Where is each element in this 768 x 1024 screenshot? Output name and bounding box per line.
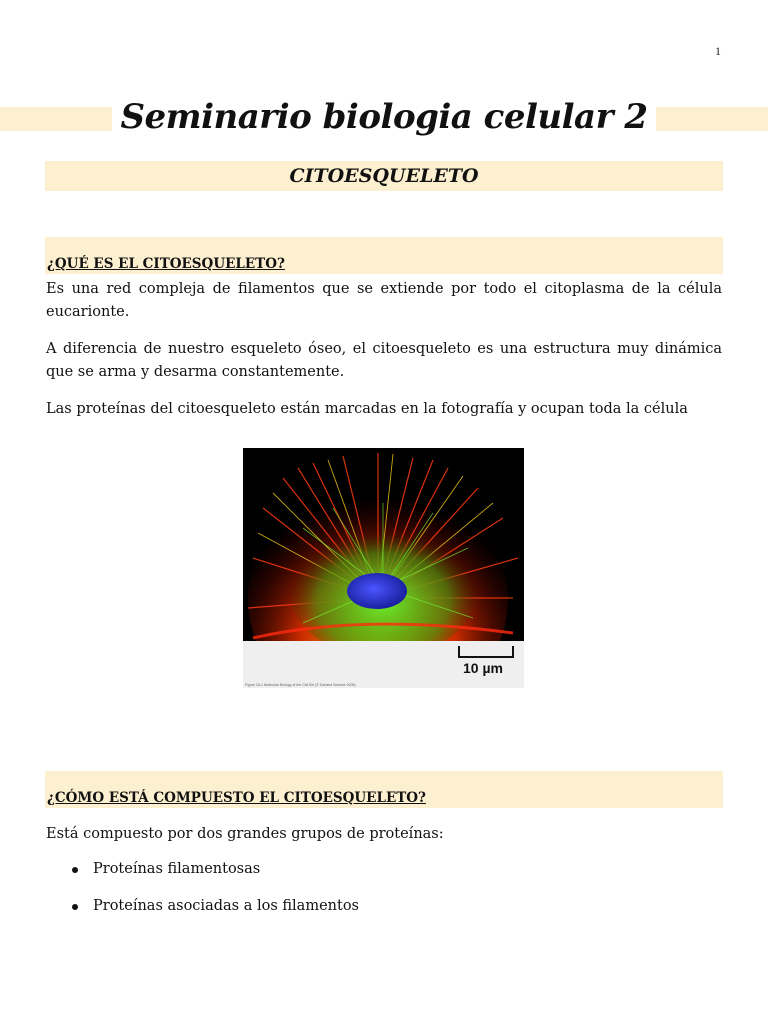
- scale-bar-label: 10 µm: [463, 660, 503, 676]
- figure-caption: Figure 16-1 Molecular Biology of the Cell 5/e (© Garland Science 2008): [245, 683, 356, 687]
- section-header-como-esta: [45, 771, 723, 808]
- paragraph: Las proteínas del citoesqueleto están marcadas en la fotografía y ocupan toda la célula: [46, 401, 688, 417]
- list-item-text: Proteínas filamentosas: [93, 861, 261, 877]
- paragraph: Es una red compleja de filamentos que se extiende por todo el citoplasma de la célula eucarionte.: [46, 281, 722, 320]
- protein-group-list: [46, 858, 359, 932]
- bullet-icon: [72, 867, 78, 873]
- section-header-que-es: [45, 237, 723, 274]
- section-heading: ¿CÓMO ESTÁ COMPUESTO EL CITOESQUELETO?: [47, 790, 426, 806]
- document-title-wrapper: [0, 92, 768, 142]
- list-item: [46, 895, 359, 918]
- section-heading: ¿QUÉ ES EL CITOESQUELETO?: [47, 256, 285, 272]
- paragraph: A diferencia de nuestro esqueleto óseo, el citoesqueleto es una estructura muy dinámica que se arma y desarma constantemente.: [46, 341, 722, 380]
- paragraph: Está compuesto por dos grandes grupos de proteínas:: [46, 826, 444, 842]
- cytoskeleton-micrograph: [243, 448, 524, 688]
- page-number: 1: [715, 44, 721, 58]
- document-title: Seminario biologia celular 2: [112, 97, 655, 137]
- bullet-icon: [72, 904, 78, 910]
- list-item-text: Proteínas asociadas a los filamentos: [93, 898, 359, 914]
- list-item: [46, 858, 359, 881]
- document-subtitle: CITOESQUELETO: [45, 161, 723, 191]
